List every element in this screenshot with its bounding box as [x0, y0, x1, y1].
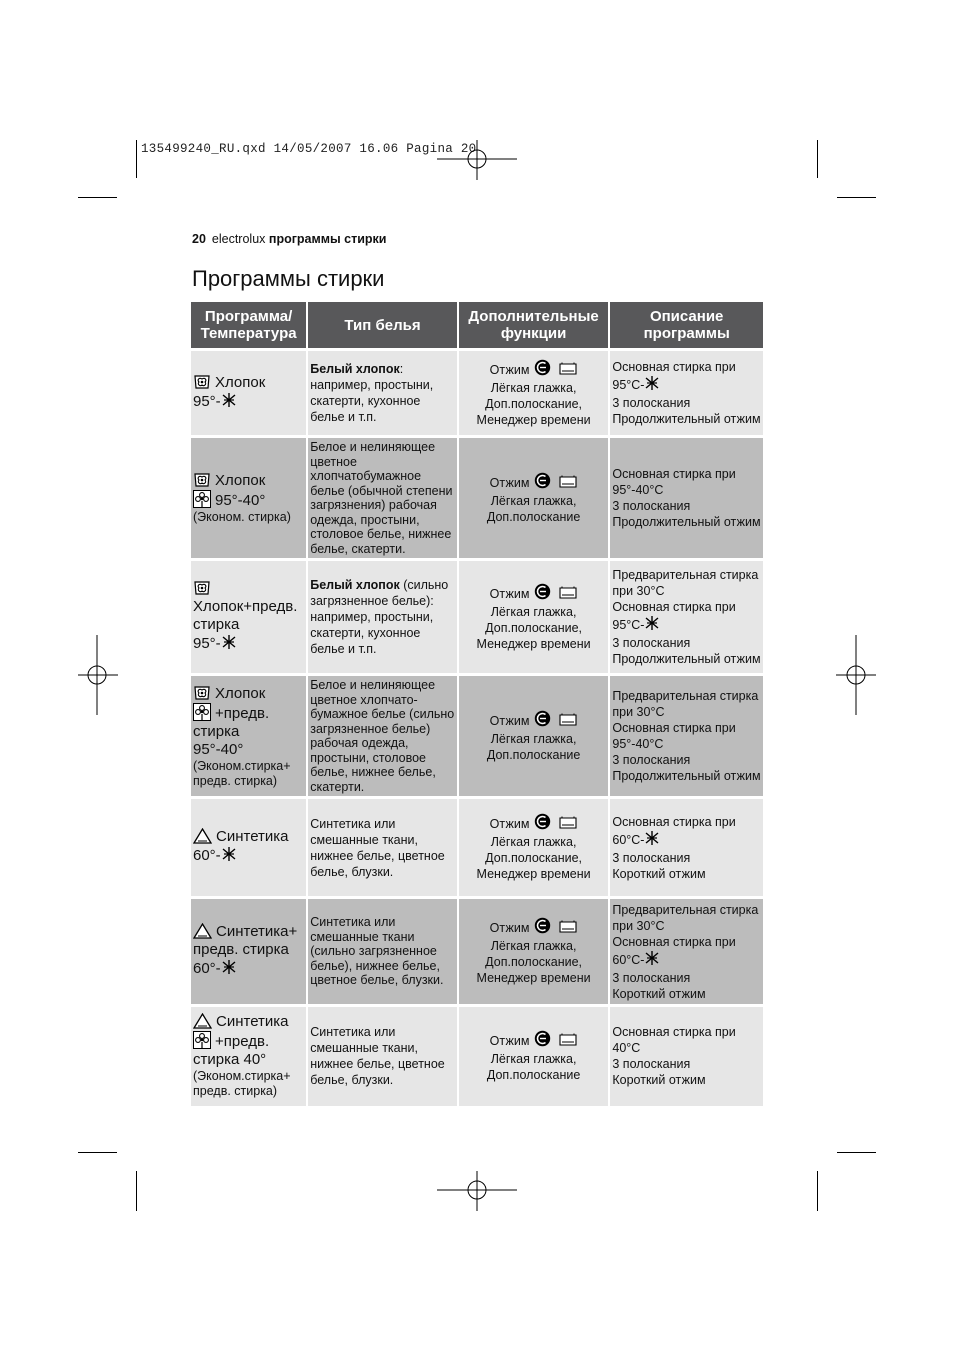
description-text: 3 полоскания	[612, 753, 691, 767]
detergent-drawer-icon	[559, 586, 577, 604]
description-text: 3 полоскания	[612, 636, 691, 650]
program-cell	[191, 675, 307, 798]
brand-name: electrolux	[211, 232, 266, 246]
function-item	[461, 1030, 607, 1051]
function-label: Отжим	[489, 475, 530, 490]
spin-dial-icon	[534, 710, 551, 731]
cold-star-icon	[644, 615, 660, 635]
description-text: Основная стирка при 40°C	[612, 1025, 736, 1056]
crop-mark	[837, 1152, 876, 1153]
cotton-program-icon	[193, 471, 211, 488]
function-label: Доп.полоскание	[486, 509, 581, 524]
table-row	[191, 1006, 763, 1106]
function-item	[461, 636, 607, 652]
function-label: Доп.полоскание,	[485, 620, 583, 635]
functions-cell	[458, 350, 610, 437]
description-cell	[609, 560, 763, 675]
program-name: Синтетика	[216, 828, 289, 845]
description-cell	[609, 350, 763, 437]
detergent-drawer-icon	[559, 816, 577, 834]
function-item	[461, 866, 607, 882]
program-name: Хлопок	[215, 472, 266, 489]
table-row	[191, 898, 763, 1006]
description-text: Основная стирка при 60°C-	[612, 934, 736, 967]
description-text: Основная стирка при 95°C-	[612, 360, 736, 392]
description-item	[612, 635, 761, 651]
program-line	[193, 373, 304, 392]
function-label: Отжим	[489, 362, 530, 377]
table-header-row	[191, 302, 763, 350]
program-name: Хлопок+предв. стирка	[193, 598, 298, 633]
table-row	[191, 798, 763, 898]
description-text: 3 полоскания	[612, 499, 691, 513]
description-item	[612, 752, 761, 768]
description-item	[612, 970, 761, 986]
function-item	[461, 813, 607, 834]
table-row	[191, 350, 763, 437]
function-item	[461, 850, 607, 866]
function-label: Доп.полоскание	[486, 1067, 581, 1082]
fabric-type-text: Синтетика или смешанные ткани (сильно загрязненное белье), нижнее белье, цветное белье, блузки.	[310, 915, 444, 988]
function-item	[461, 710, 607, 731]
fabric-type-text: : например, простыни, скатерти, кухонное белье и т.п.	[310, 362, 434, 424]
spin-dial-icon	[534, 359, 551, 380]
description-item	[612, 466, 761, 498]
fabric-type-bold: Белый хлопок	[310, 362, 400, 376]
description-text: 3 полоскания	[612, 1057, 691, 1072]
description-text: Короткий отжим	[612, 866, 706, 881]
description-item	[612, 395, 761, 411]
function-label: Лёгкая глажка,	[490, 731, 577, 746]
spin-dial-icon	[534, 472, 551, 493]
spin-dial-icon	[534, 583, 551, 604]
program-name: +предв. стирка 40°	[193, 1033, 270, 1069]
program-line	[193, 392, 304, 413]
program-line	[193, 846, 304, 867]
fabric-type-cell	[307, 898, 458, 1006]
function-item	[461, 834, 607, 850]
program-note: (Эконом.стирка+ предв. стирка)	[193, 758, 291, 788]
function-label: Отжим	[489, 713, 530, 728]
fabric-type-text: Синтетика или смешанные ткани, нижнее белье, цветное белье, блузки.	[310, 1025, 445, 1088]
crop-mark	[78, 1152, 117, 1153]
description-cell	[609, 1006, 763, 1106]
function-label: Доп.полоскание,	[485, 396, 583, 411]
function-item	[461, 412, 607, 428]
function-label: Менеджер времени	[476, 971, 591, 985]
description-item	[612, 1056, 761, 1072]
column-header: Программа/ Температура	[191, 302, 307, 350]
column-header: Описание программы	[609, 302, 763, 350]
description-item	[612, 411, 761, 427]
description-item	[612, 567, 761, 599]
function-item	[461, 747, 607, 763]
program-temperature: 95°-	[193, 635, 221, 652]
description-item	[612, 866, 761, 882]
program-line	[193, 741, 304, 759]
fabric-type-bold: Белый хлопок	[310, 578, 400, 592]
function-item	[461, 954, 607, 970]
function-item	[461, 970, 607, 986]
fabric-type-text: (сильно загрязненное белье): например, простыни, скатерти, кухонное белье и т.п.	[310, 578, 449, 656]
function-item	[461, 472, 607, 493]
program-line	[193, 684, 304, 703]
function-label: Менеджер времени	[476, 412, 591, 427]
description-item	[612, 768, 761, 784]
description-text: Основная стирка при 60°C-	[612, 814, 736, 847]
description-text: Предварительная стирка при 30°C	[612, 568, 759, 598]
program-name: Синтетика+ предв. стирка	[193, 923, 298, 958]
description-cell	[609, 437, 763, 560]
description-item	[612, 651, 761, 667]
cotton-program-icon	[193, 373, 211, 390]
program-line	[193, 828, 304, 846]
functions-cell	[458, 1006, 610, 1106]
description-text: Основная стирка при 95°C-	[612, 600, 736, 632]
description-cell	[609, 798, 763, 898]
description-item	[612, 498, 761, 514]
program-cell	[191, 898, 307, 1006]
crop-mark	[837, 197, 876, 198]
description-item	[612, 902, 761, 934]
programs-table	[191, 302, 763, 1106]
program-cell	[191, 437, 307, 560]
description-item	[612, 599, 761, 635]
functions-cell	[458, 437, 610, 560]
function-label: Лёгкая глажка,	[490, 493, 577, 508]
functions-cell	[458, 898, 610, 1006]
page-number: 20	[192, 232, 206, 246]
cotton-program-icon	[193, 579, 211, 596]
detergent-drawer-icon	[559, 475, 577, 493]
function-item	[461, 731, 607, 747]
fabric-type-text: Белое и нелиняющее цветное хлопчатобумажное белье (обычной степени загрязнения) рабочая одежда, простыни, столовое белье, нижнее белье, скатерти.	[310, 440, 453, 556]
program-name: +предв. стирка	[193, 704, 270, 740]
program-line	[193, 959, 304, 980]
description-item	[612, 1024, 761, 1056]
function-item	[461, 509, 607, 525]
function-label: Менеджер времени	[476, 636, 591, 651]
description-item	[612, 720, 761, 752]
program-note: (Эконом. стирка)	[193, 510, 291, 524]
function-item	[461, 493, 607, 509]
description-text: Продолжительный отжим	[612, 652, 761, 666]
description-item	[612, 359, 761, 395]
crop-mark	[136, 140, 137, 178]
program-temperature: 95°-	[193, 393, 221, 410]
description-text: Короткий отжим	[612, 1073, 706, 1088]
program-cell	[191, 350, 307, 437]
function-item	[461, 938, 607, 954]
fabric-type-cell	[307, 1006, 458, 1106]
program-line	[193, 1013, 304, 1031]
registration-mark-icon	[437, 1171, 517, 1211]
program-name: Хлопок	[215, 684, 266, 702]
program-line	[193, 579, 304, 634]
cold-star-icon	[221, 634, 237, 655]
cold-star-icon	[221, 959, 237, 980]
fabric-type-cell	[307, 675, 458, 798]
fabric-type-cell	[307, 798, 458, 898]
description-text: 3 полоскания	[612, 970, 691, 985]
description-text: Продолжительный отжим	[612, 515, 761, 529]
description-text: 3 полоскания	[612, 396, 691, 410]
function-label: Лёгкая глажка,	[490, 835, 577, 849]
cold-star-icon	[221, 392, 237, 413]
program-note: (Эконом.стирка+ предв. стирка)	[193, 1069, 291, 1099]
description-text: 3 полоскания	[612, 850, 691, 865]
function-label: Лёгкая глажка,	[490, 1051, 577, 1066]
crop-mark	[136, 1171, 137, 1211]
function-item	[461, 380, 607, 396]
function-label: Лёгкая глажка,	[490, 604, 577, 619]
fabric-type-cell	[307, 437, 458, 560]
spin-dial-icon	[534, 813, 551, 834]
spin-dial-icon	[534, 917, 551, 938]
program-name: Синтетика	[216, 1013, 289, 1031]
program-temperature: 95°-40°	[215, 492, 266, 509]
function-label: Отжим	[489, 586, 530, 601]
description-text: Короткий отжим	[612, 986, 706, 1001]
flower-eco-icon	[193, 703, 211, 721]
cold-star-icon	[644, 375, 660, 395]
description-text: Предварительная стирка при 30°C	[612, 902, 759, 933]
cotton-program-icon	[193, 684, 211, 701]
cold-star-icon	[644, 830, 660, 850]
cold-star-icon	[644, 950, 660, 970]
description-item	[612, 934, 761, 970]
program-temperature: 60°-	[193, 847, 221, 864]
registration-mark-icon	[78, 635, 118, 715]
function-item	[461, 1051, 607, 1067]
description-text: Основная стирка при 95°-40°C	[612, 721, 736, 751]
function-label: Отжим	[489, 817, 530, 831]
description-item	[612, 814, 761, 850]
functions-cell	[458, 675, 610, 798]
table-row	[191, 560, 763, 675]
column-header: Тип белья	[307, 302, 458, 350]
program-line	[193, 490, 304, 510]
flower-eco-icon	[193, 1031, 211, 1049]
detergent-drawer-icon	[559, 920, 577, 938]
fabric-type-text: Белое и нелиняющее цветное хлопчато-бумажное белье (сильно загрязненное белье) рабочая одежда, простыни, столовое белье, нижнее белье, скатерти.	[310, 678, 455, 794]
program-cell	[191, 798, 307, 898]
function-label: Отжим	[489, 1033, 530, 1048]
program-line	[193, 634, 304, 655]
fabric-type-cell	[307, 560, 458, 675]
function-item	[461, 1067, 607, 1083]
page-title: Программы стирки	[192, 266, 385, 291]
detergent-drawer-icon	[559, 713, 577, 731]
synthetic-triangle-icon	[193, 828, 212, 844]
function-label: Доп.полоскание,	[485, 955, 583, 969]
print-slug: 135499240_RU.qxd 14/05/2007 16.06 Pagina 20	[141, 142, 477, 156]
functions-cell	[458, 798, 610, 898]
program-cell	[191, 1006, 307, 1106]
section-name: программы стирки	[268, 232, 387, 246]
fabric-type-text: Синтетика или смешанные ткани, нижнее белье, цветное белье, блузки.	[310, 816, 445, 879]
description-text: Основная стирка при 95°-40°C	[612, 467, 736, 497]
description-item	[612, 1072, 761, 1088]
function-label: Доп.полоскание	[486, 747, 581, 762]
description-item	[612, 850, 761, 866]
description-item	[612, 688, 761, 720]
registration-mark-icon	[437, 140, 517, 180]
fabric-type-cell	[307, 350, 458, 437]
cold-star-icon	[221, 846, 237, 867]
running-header	[192, 232, 386, 246]
functions-cell	[458, 560, 610, 675]
description-item	[612, 514, 761, 530]
crop-mark	[78, 197, 117, 198]
table-row	[191, 437, 763, 560]
synthetic-triangle-icon	[193, 923, 212, 939]
spin-dial-icon	[534, 1030, 551, 1051]
description-text: Продолжительный отжим	[612, 412, 761, 426]
flower-eco-icon	[193, 490, 211, 508]
function-item	[461, 620, 607, 636]
function-label: Менеджер времени	[476, 867, 591, 881]
column-header: Дополнительные функции	[458, 302, 610, 350]
function-item	[461, 583, 607, 604]
description-item	[612, 986, 761, 1002]
description-text: Предварительная стирка при 30°C	[612, 689, 759, 719]
program-name: Хлопок	[215, 374, 266, 391]
crop-mark	[817, 140, 818, 178]
synthetic-triangle-icon	[193, 1013, 212, 1029]
function-item	[461, 396, 607, 412]
description-cell	[609, 898, 763, 1006]
function-item	[461, 359, 607, 380]
table-row	[191, 675, 763, 798]
registration-mark-icon	[836, 635, 876, 715]
function-item	[461, 604, 607, 620]
program-line	[193, 703, 304, 741]
description-text: Продолжительный отжим	[612, 769, 761, 783]
function-item	[461, 917, 607, 938]
program-line	[193, 1031, 304, 1069]
program-line	[193, 471, 304, 490]
function-label: Лёгкая глажка,	[490, 380, 577, 395]
detergent-drawer-icon	[559, 362, 577, 380]
program-temperature: 60°-	[193, 960, 221, 977]
program-temperature: 95°-40°	[193, 740, 244, 758]
program-cell	[191, 560, 307, 675]
program-line	[193, 923, 304, 959]
function-label: Доп.полоскание,	[485, 851, 583, 865]
function-label: Лёгкая глажка,	[490, 939, 577, 953]
crop-mark	[817, 1171, 818, 1211]
function-label: Отжим	[489, 921, 530, 935]
detergent-drawer-icon	[559, 1033, 577, 1051]
description-cell	[609, 675, 763, 798]
